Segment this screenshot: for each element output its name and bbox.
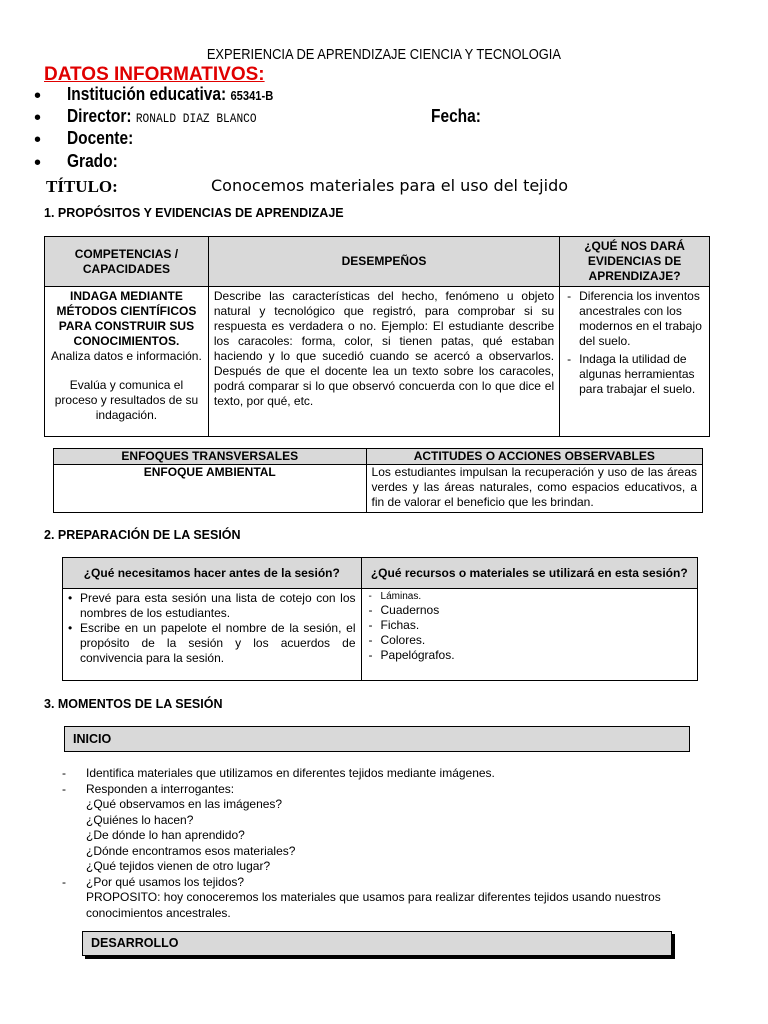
- list-item: ¿Dónde encontramos esos materiales?: [86, 843, 296, 858]
- col-desempenos: DESEMPEÑOS: [208, 237, 559, 287]
- list-item: ¿Qué tejidos vienen de otro lugar?: [86, 859, 271, 873]
- col-actitudes: ACTITUDES O ACCIONES OBSERVABLES: [366, 449, 702, 465]
- bullet-icon: •: [34, 85, 42, 107]
- col-enfoques: ENFOQUES TRANSVERSALES: [54, 449, 367, 465]
- capacidad-1: Analiza datos e información.: [51, 349, 202, 363]
- desarrollo-header: DESARROLLO: [82, 931, 672, 956]
- recurso-item: - Colores.: [367, 633, 692, 648]
- section-3-heading: 3. MOMENTOS DE LA SESIÓN: [44, 697, 223, 711]
- director-field: Director: RONALD DIAZ BLANCO: [67, 106, 257, 126]
- col-recursos: ¿Qué recursos o materiales se utilizará en esta sesión?: [361, 558, 697, 589]
- inicio-list: [62, 766, 722, 921]
- bullet-icon: •: [34, 107, 42, 129]
- list-item: ¿Quiénes lo hacen?: [86, 812, 194, 827]
- antes-item: • Escribe en un papelote el nombre de la sesión, el propósito de la sesión y los acuerdos de convivencia para la sesión.: [68, 621, 356, 666]
- inicio-header: INICIO: [64, 726, 690, 752]
- evidencia-item: - Indaga la utilidad de algunas herramientas para trabajar el suelo.: [565, 352, 704, 397]
- list-item: ¿De dónde lo han aprendido?: [86, 828, 245, 842]
- bullet-icon: •: [34, 152, 42, 174]
- institucion-value: 65341-B: [230, 88, 274, 103]
- datos-informativos-label: DATOS INFORMATIVOS:: [44, 64, 265, 85]
- col-competencias: COMPETENCIAS / CAPACIDADES: [45, 237, 209, 287]
- recurso-item: - Cuadernos: [367, 603, 692, 618]
- desempeno-cell: Describe las características del hecho, fenómeno u objeto natural y tecnológico que registró, para comprobar si su respuesta es verdadera o no. Ejemplo: El estudiante describe los caracoles: forma, color, si tienen patas, qué estaban haciendo y lo que sucedió cuando se acercó a observarlos. Después de que el docente lea un texto sobre los caracoles, podrá comparar si lo que observó concuerda con lo que dice el texto, por qué, etc.: [208, 287, 559, 437]
- list-item: - Responden a interrogantes:: [62, 781, 235, 796]
- evidencias-cell: [560, 287, 710, 437]
- docente-field: Docente:: [67, 128, 134, 148]
- list-item: PROPOSITO: hoy conoceremos los materiales que usamos para realizar diferentes tejidos usando nuestros conocimientos ancestrales.: [86, 890, 661, 920]
- col-evidencias: ¿QUÉ NOS DARÁ EVIDENCIAS DE APRENDIZAJE?: [560, 237, 710, 287]
- col-antes: ¿Qué necesitamos hacer antes de la sesión?: [63, 558, 362, 589]
- fecha-label: Fecha:: [431, 106, 481, 126]
- recurso-item: - Fichas.: [367, 618, 692, 633]
- preparacion-table: [62, 557, 698, 681]
- titulo-value: Conocemos materiales para el uso del tejido: [211, 176, 569, 195]
- recurso-item: - Láminas.: [367, 591, 692, 603]
- list-item: - Identifica materiales que utilizamos en diferentes tejidos mediante imágenes.: [62, 766, 495, 780]
- institucion-field: Institución educativa: 65341-B: [67, 84, 274, 104]
- antes-cell: [63, 589, 362, 681]
- list-item: ¿Qué observamos en las imágenes?: [86, 797, 283, 811]
- director-value: RONALD DIAZ BLANCO: [135, 111, 257, 126]
- propositos-table: [44, 236, 710, 437]
- recurso-item: - Papelógrafos.: [367, 648, 692, 663]
- titulo-label: TÍTULO:: [46, 177, 118, 196]
- bullet-icon: •: [34, 129, 42, 151]
- enfoques-table: [53, 448, 703, 513]
- actitud-cell: Los estudiantes impulsan la recuperación y uso de las áreas verdes y las áreas naturales, como espacios educativos, a fin de valorar el beneficio que les brindan.: [366, 465, 702, 513]
- list-item: - ¿Por qué usamos los tejidos?: [62, 874, 245, 889]
- section-1-heading: 1. PROPÓSITOS Y EVIDENCIAS DE APRENDIZAJE: [44, 206, 344, 220]
- antes-item: • Prevé para esta sesión una lista de cotejo con los nombres de los estudiantes.: [68, 591, 356, 621]
- capacidad-2: Evalúa y comunica el proceso y resultados de su indagación.: [54, 378, 199, 422]
- grado-field: Grado:: [67, 151, 118, 171]
- recursos-cell: [361, 589, 697, 681]
- document-title: EXPERIENCIA DE APRENDIZAJE CIENCIA Y TECNOLOGIA: [206, 46, 562, 63]
- evidencia-item: - Diferencia los inventos ancestrales con los modernos en el trabajo del suelo.: [565, 289, 704, 349]
- competencia-name: INDAGA MEDIANTE MÉTODOS CIENTÍFICOS PARA CONSTRUIR SUS CONOCIMIENTOS.: [56, 289, 197, 348]
- section-2-heading: 2. PREPARACIÓN DE LA SESIÓN: [44, 528, 241, 542]
- competencia-cell: [45, 287, 209, 437]
- enfoque-cell: ENFOQUE AMBIENTAL: [54, 465, 367, 513]
